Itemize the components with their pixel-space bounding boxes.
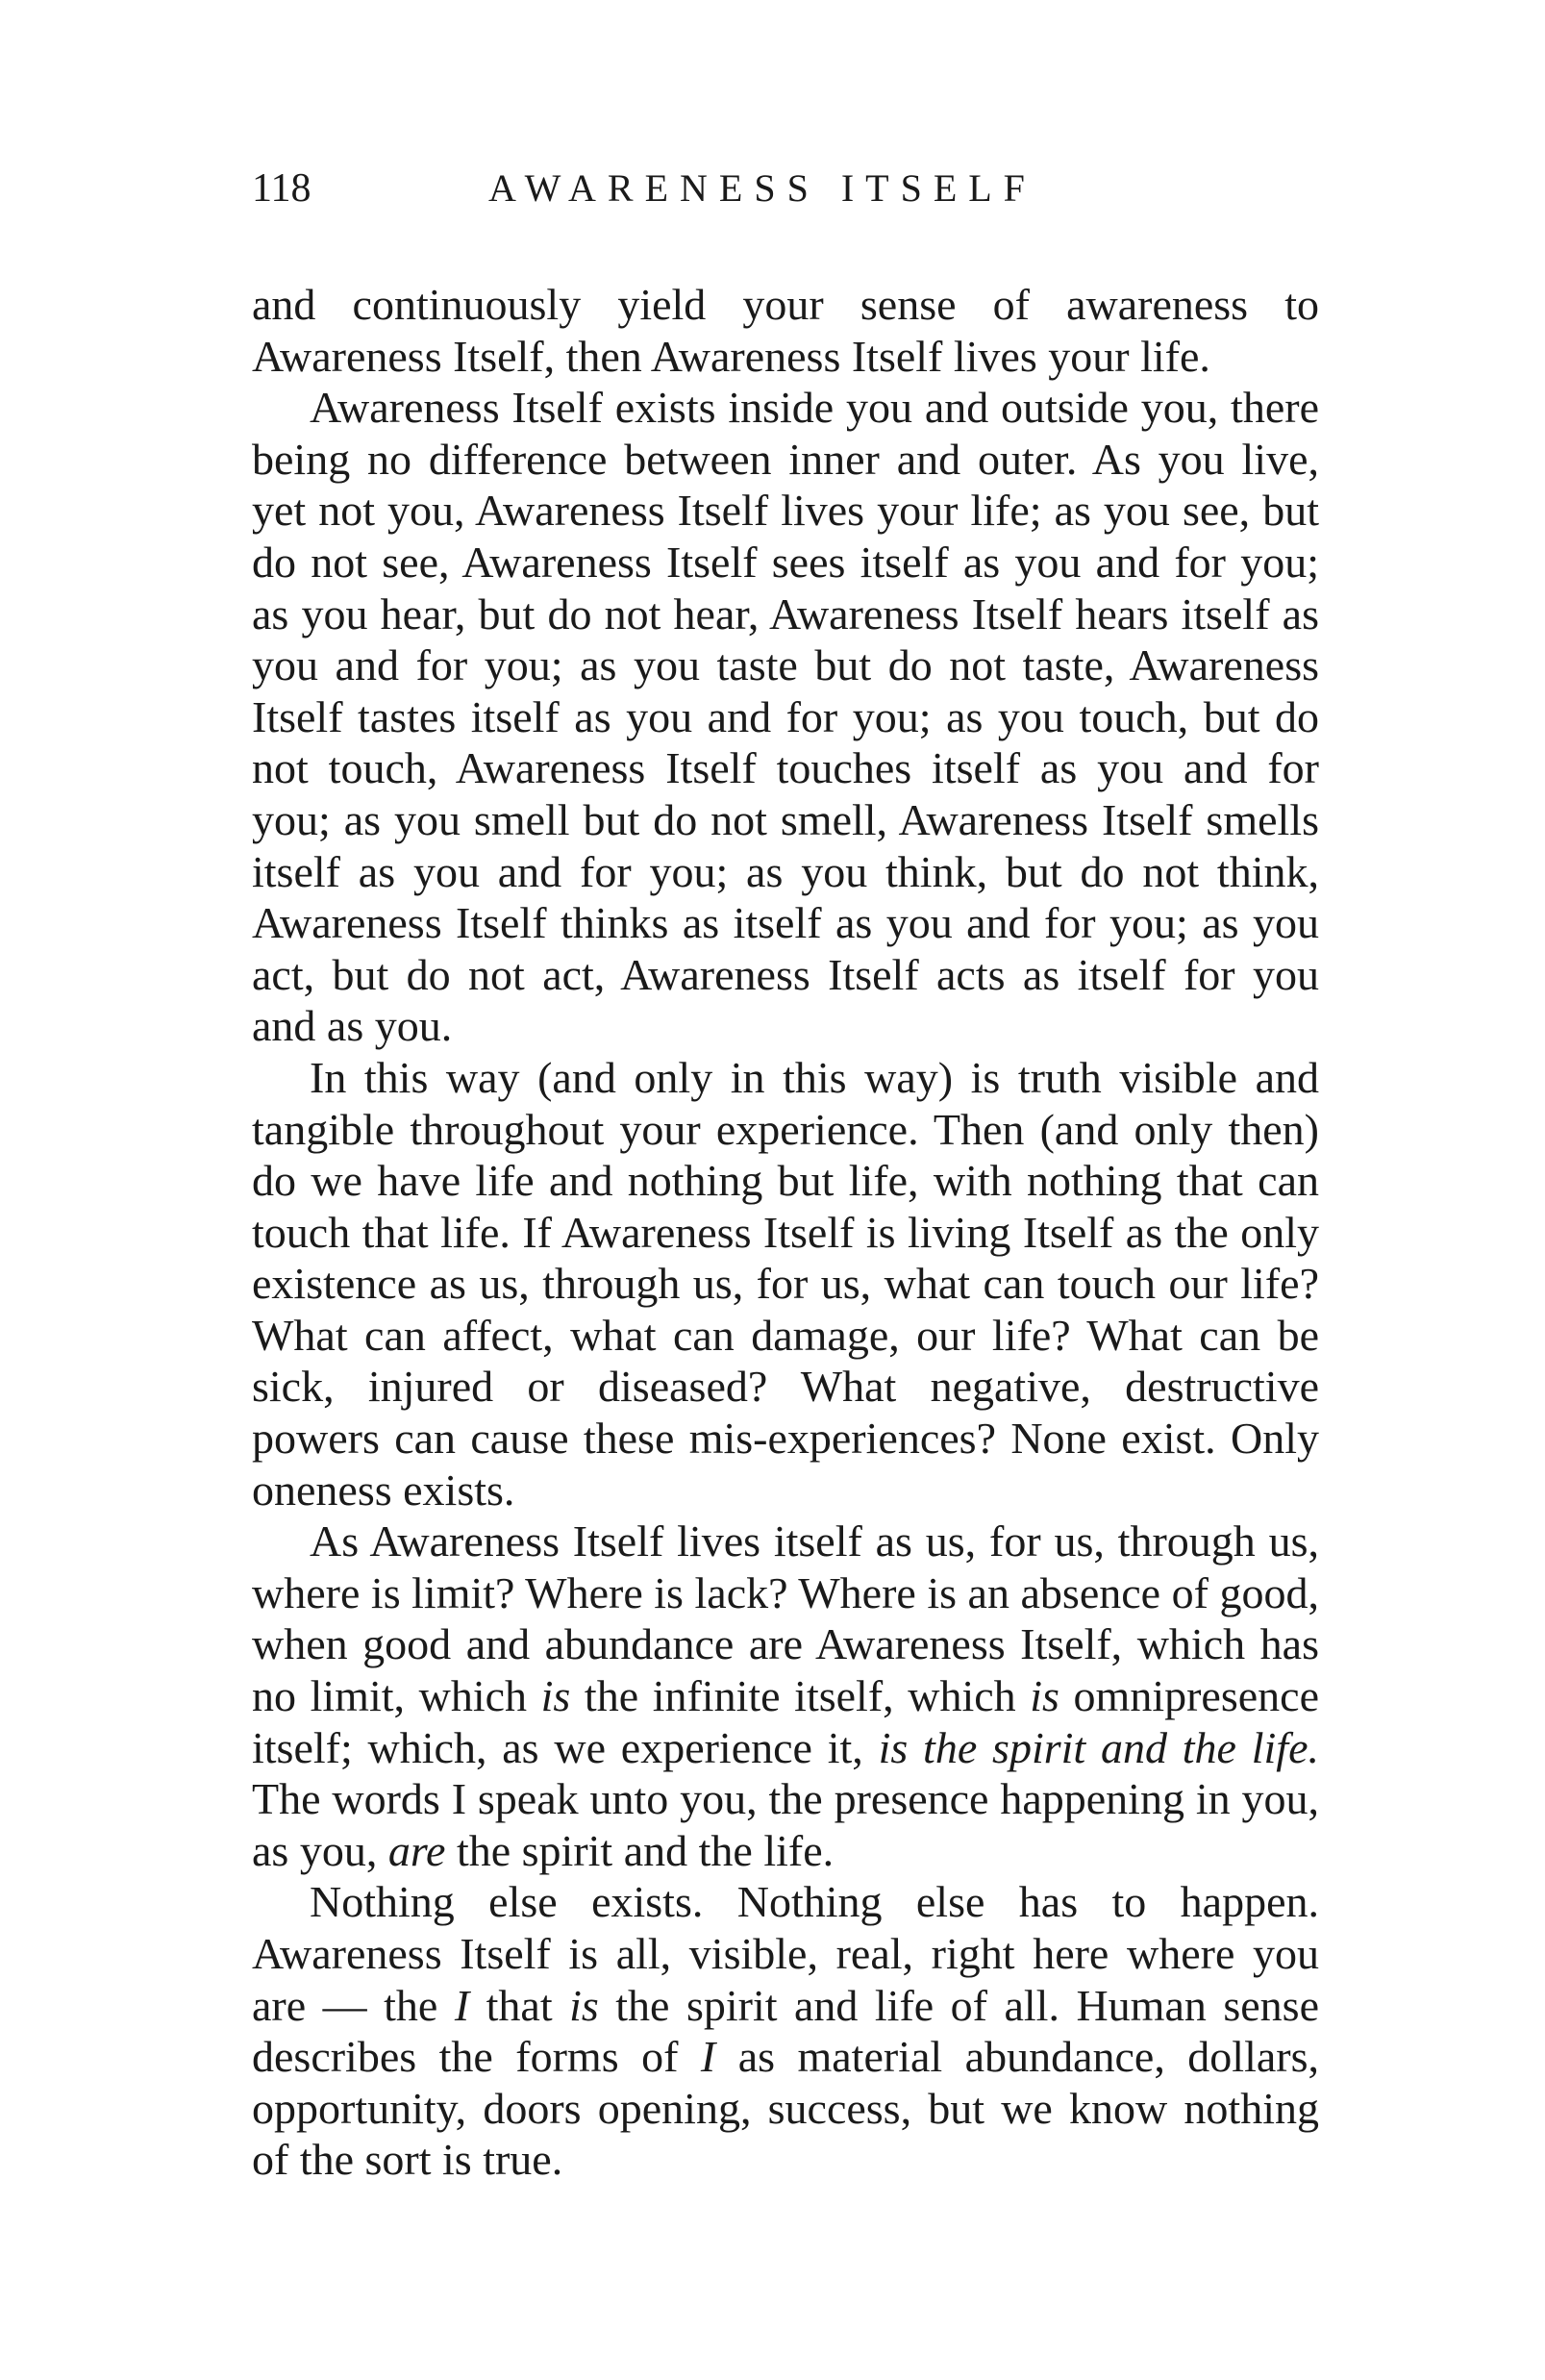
body-text (252, 279, 1319, 2186)
page-number: 118 (252, 166, 311, 211)
text-run: As Awareness Itself lives itself as us, for us, through us, where is limit? Where is lack? Where is an absence of good, when good and abundance are Awareness Itself, which has no limit, which (252, 1516, 1319, 1721)
text-run: omnipresence itself; which, as we experience it, (252, 1671, 1320, 1772)
text-run: that (469, 1980, 570, 2030)
running-head (252, 163, 1319, 213)
text-run: The words I speak unto you, the presence happening in you, as you, (252, 1774, 1319, 1875)
text-run: Awareness Itself exists inside you and outside you, there being no difference between inner and outer. As you live, yet not you, Awareness Itself lives your life; as you see, but do not see, Awareness Itself sees itself as you and for you; as you hear, but do not hear, Awareness Itself hears itself as you and for you; as you taste but do not taste, Awareness Itself tastes itself as you and for you; as you touch, but do not touch, Awareness Itself touches itself as you and for you; as you smell but do not smell, Awareness Itself smells itself as you and for you; as you think, but do not think, Awareness Itself thinks as itself as you and for you; as you act, but do not act, Awareness Itself acts as itself for you and as you. (252, 383, 1319, 1051)
text-run: as material abundance, dollars, opportunity, doors opening, success, but we know nothing of the sort is true. (252, 2032, 1319, 2185)
paragraph (252, 1876, 1319, 2186)
paragraph (252, 382, 1319, 1052)
text-run: the spirit and life of all. Human sense describes the forms of (252, 1980, 1319, 2082)
italic-text-run: is (540, 1671, 571, 1721)
text-run: and continuously yield your sense of awareness to Awareness Itself, then Awareness Itself lives your life. (252, 280, 1319, 381)
italic-text-run: is (1030, 1671, 1059, 1721)
paragraph (252, 279, 1319, 382)
running-title: AWARENESS ITSELF (488, 166, 1036, 210)
italic-text-run: is the spirit and the life. (878, 1722, 1319, 1772)
paragraph (252, 1516, 1319, 1876)
italic-text-run: I (700, 2032, 716, 2082)
text-run: In this way (and only in this way) is truth visible and tangible throughout your experience. Then (and only then) do we have life and nothing but life, with nothing that can touch that life. If Awareness Itself is living Itself as the only existence as us, through us, for us, what can touch our life? What can affect, what can damage, our life? What can be sick, injured or diseased? What negative, destructive powers can cause these mis-experiences? None exist. Only oneness exists. (252, 1052, 1319, 1515)
italic-text-run: is (569, 1980, 599, 2030)
text-run: Nothing else exists. Nothing else has to happen. Awareness Itself is all, visible, real, right here where you are — the (252, 1877, 1319, 2030)
text-run: the infinite itself, which (570, 1671, 1031, 1721)
paragraph (252, 1052, 1319, 1516)
text-run: the spirit and the life. (445, 1825, 835, 1875)
italic-text-run: are (387, 1825, 446, 1875)
italic-text-run: I (454, 1980, 470, 2030)
